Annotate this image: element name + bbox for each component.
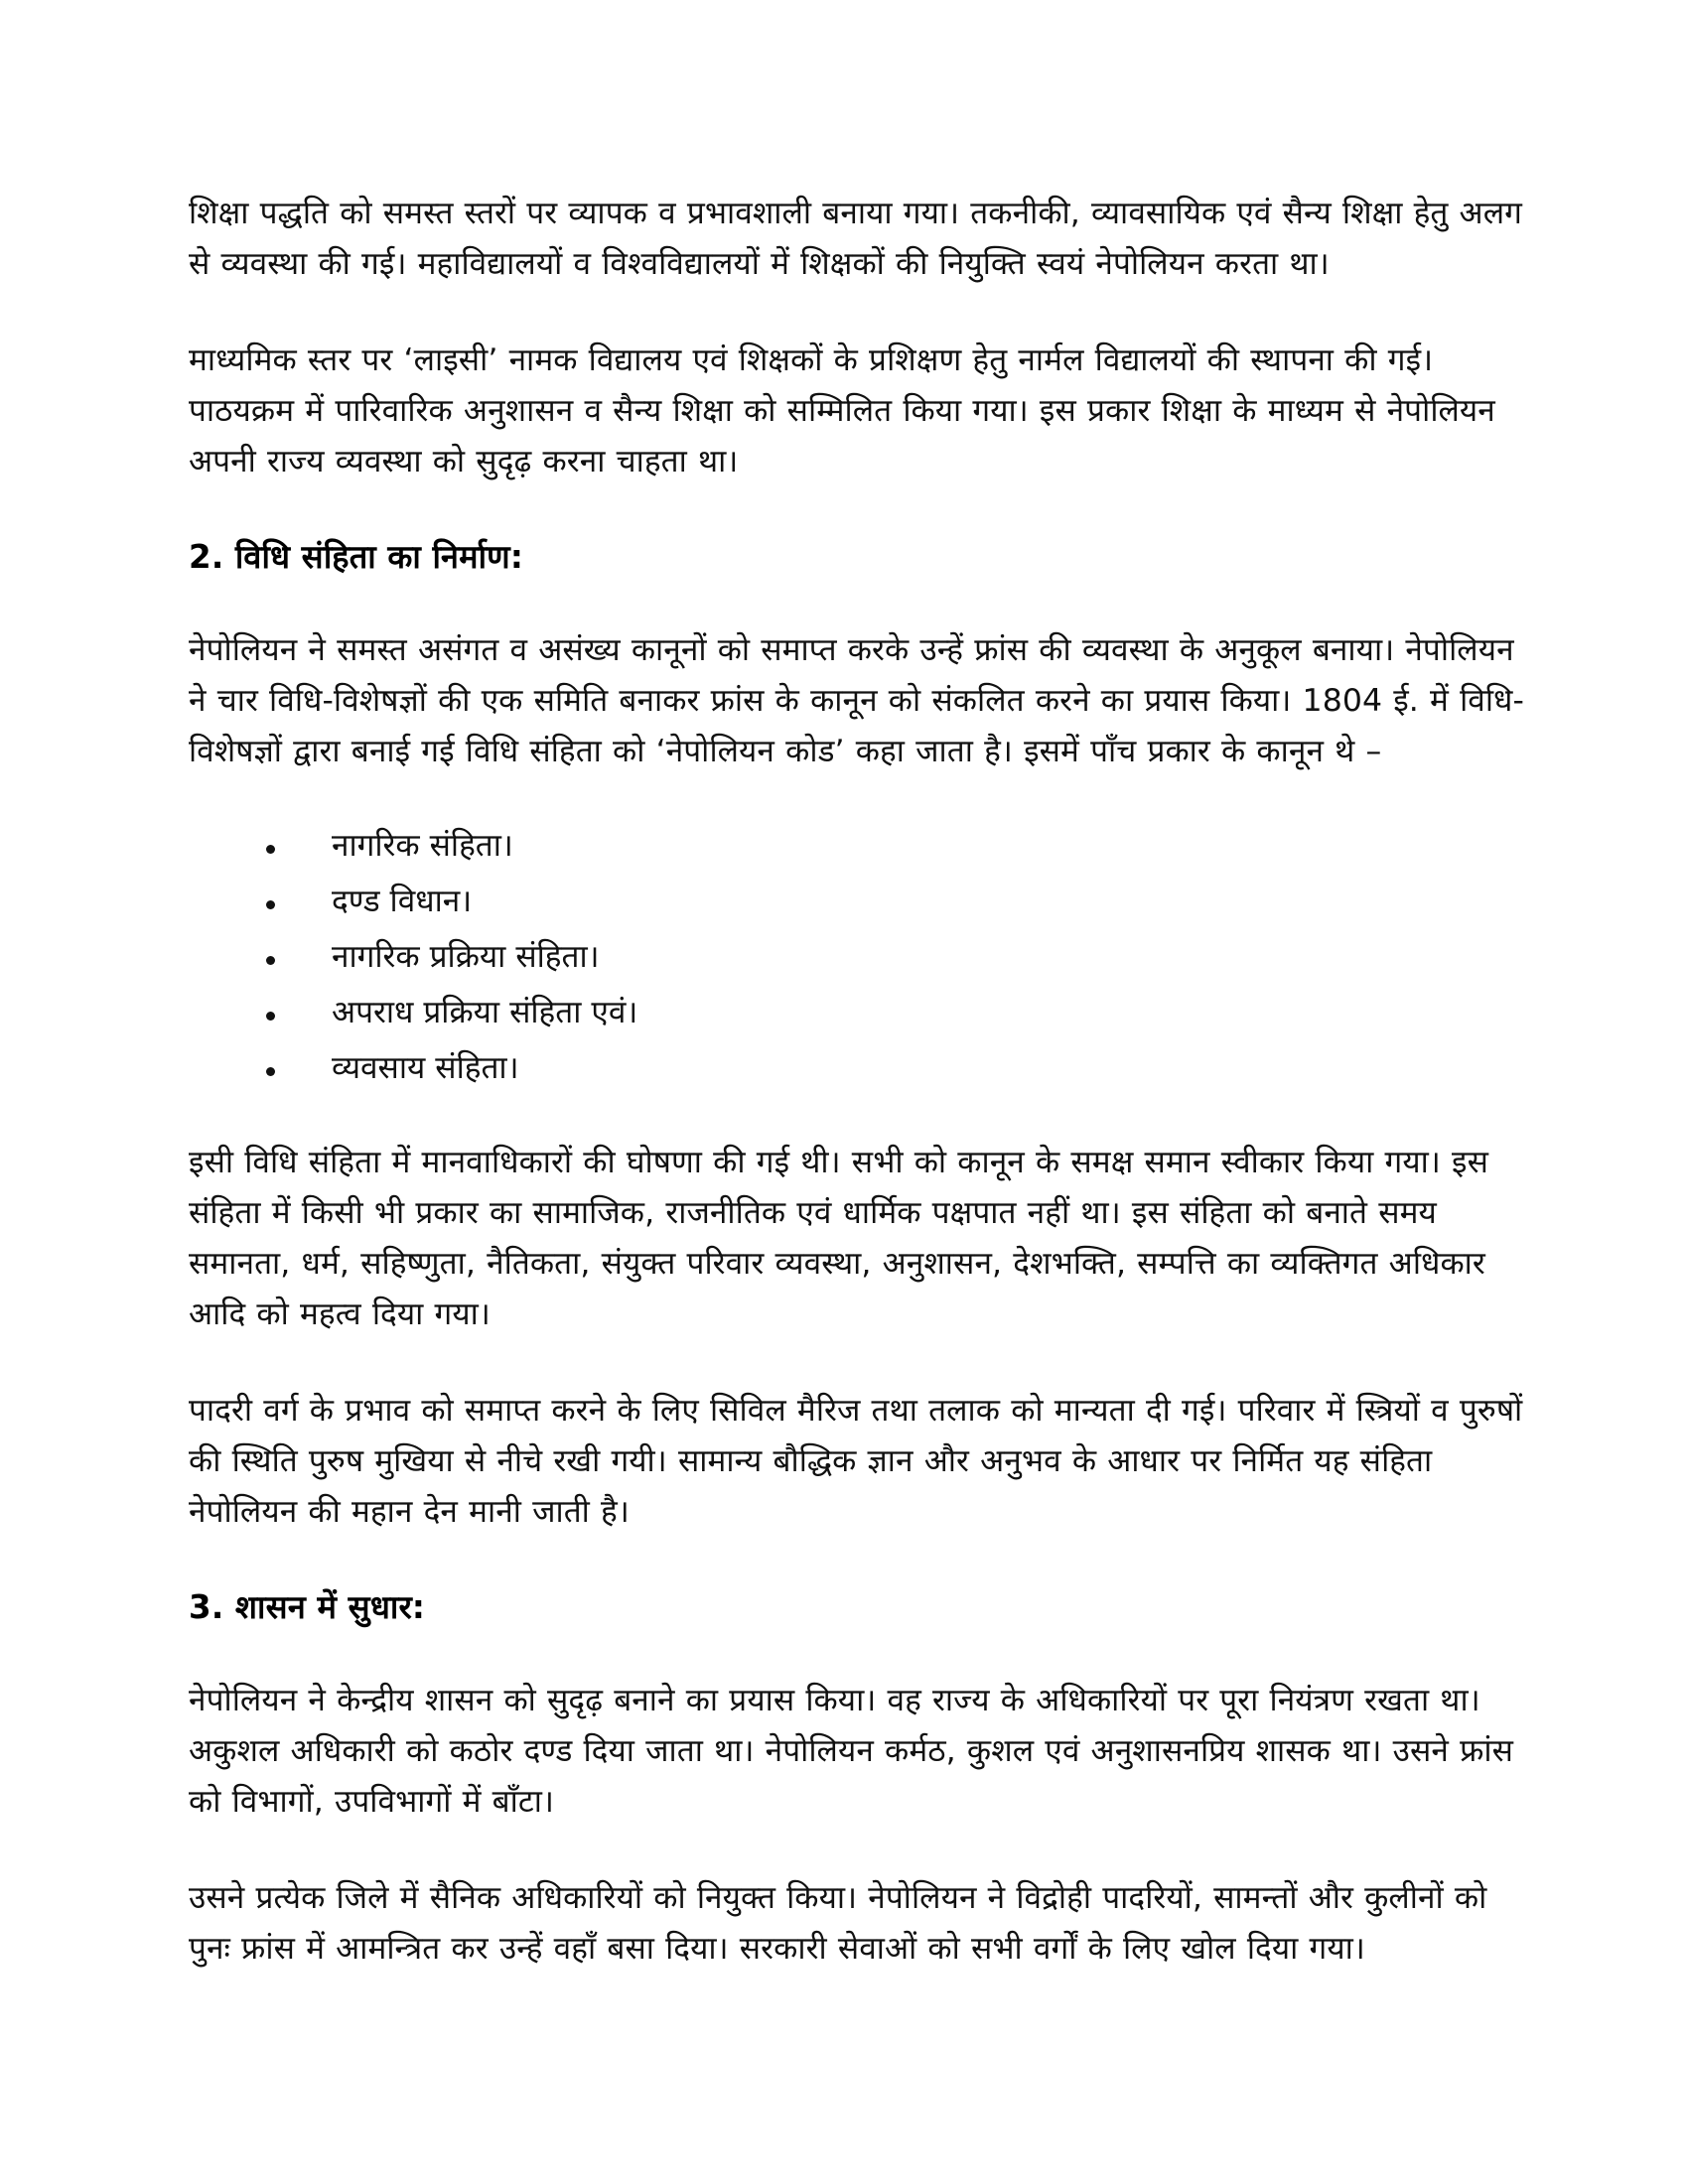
paragraph-2: माध्यमिक स्तर पर ‘लाइसी’ नामक विद्यालय एवं शिक्षकों के प्रशिक्षण हेतु नार्मल विद्यालयों की स्थापना की गई। पाठयक्रम में पारिवारिक अनुशासन व सैन्य शिक्षा को सम्मिलित किया गया। इस प्रकार शिक्षा के माध्यम से नेपोलियन अपनी राज्य व्यवस्था को सुदृढ़ करना चाहता था।	[189, 342, 1495, 480]
paragraph-6: नेपोलियन ने केन्द्रीय शासन को सुदृढ़ बनाने का प्रयास किया। वह राज्य के अधिकारियों पर पूरा नियंत्रण रखता था। अकुशल अधिकारी को कठोर दण्ड दिया जाता था। नेपोलियन कर्मठ, कुशल एवं अनुशासनप्रिय शासक था। उसने फ्रांस को विभागों, उपविभागों में बाँटा।	[189, 1682, 1514, 1820]
section-heading-3: 3. शासन में सुधार:	[189, 1588, 426, 1627]
list-item: अपराध प्रक्रिया संहिता एवं।	[266, 988, 1524, 1038]
section-heading-2: 2. विधि संहिता का निर्माण:	[189, 538, 524, 577]
paragraph-7: उसने प्रत्येक जिले में सैनिक अधिकारियों को नियुक्त किया। नेपोलियन ने विद्रोही पादरियों, सामन्तों और कुलीनों को पुनः फ्रांस में आमन्त्रित कर उन्हें वहाँ बसा दिया। सरकारी सेवाओं को सभी वर्गों के लिए खोल दिया गया।	[189, 1879, 1487, 1967]
paragraph-5: पादरी वर्ग के प्रभाव को समाप्त करने के लिए सिविल मैरिज तथा तलाक को मान्यता दी गई। परिवार में स्त्रियों व पुरुषों की स्थिति पुरुष मुखिया से नीचे रखी गयी। सामान्य बौद्धिक ज्ञान और अनुभव के आधार पर निर्मित यह संहिता नेपोलियन की महान देन मानी जाती है।	[189, 1393, 1523, 1531]
list-item: व्यवसाय संहिता।	[266, 1043, 1524, 1094]
list-item: नागरिक संहिता।	[266, 821, 1524, 872]
list-item: दण्ड विधान।	[266, 877, 1524, 927]
document-content	[189, 189, 1524, 1975]
paragraph-3: नेपोलियन ने समस्त असंगत व असंख्य कानूनों को समाप्त करके उन्हें फ्रांस की व्यवस्था के अनुकूल बनाया। नेपोलियन ने चार विधि-विशेषज्ञों की एक समिति बनाकर फ्रांस के कानून को संकलित करने का प्रयास किया। 1804 ई. में विधि-विशेषज्ञों द्वारा बनाई गई विधि संहिता को ‘नेपोलियन कोड’ कहा जाता है। इसमें पाँच प्रकार के कानून थे –	[189, 631, 1524, 769]
paragraph-4: इसी विधि संहिता में मानवाधिकारों की घोषणा की गई थी। सभी को कानून के समक्ष समान स्वीकार किया गया। इस संहिता में किसी भी प्रकार का सामाजिक, राजनीतिक एवं धार्मिक पक्षपात नहीं था। इस संहिता को बनाते समय समानता, धर्म, सहिष्णुता, नैतिकता, संयुक्त परिवार व्यवस्था, अनुशासन, देशभक्ति, सम्पत्ति का व्यक्तिगत अधिकार आदि को महत्व दिया गया।	[189, 1144, 1488, 1332]
law-types-list	[189, 821, 1524, 1094]
paragraph-1: शिक्षा पद्धति को समस्त स्तरों पर व्यापक व प्रभावशाली बनाया गया। तकनीकी, व्यावसायिक एवं सैन्य शिक्षा हेतु अलग से व्यवस्था की गई। महाविद्यालयों व विश्वविद्यालयों में शिक्षकों की नियुक्ति स्वयं नेपोलियन करता था।	[189, 196, 1523, 283]
list-item: नागरिक प्रक्रिया संहिता।	[266, 932, 1524, 983]
